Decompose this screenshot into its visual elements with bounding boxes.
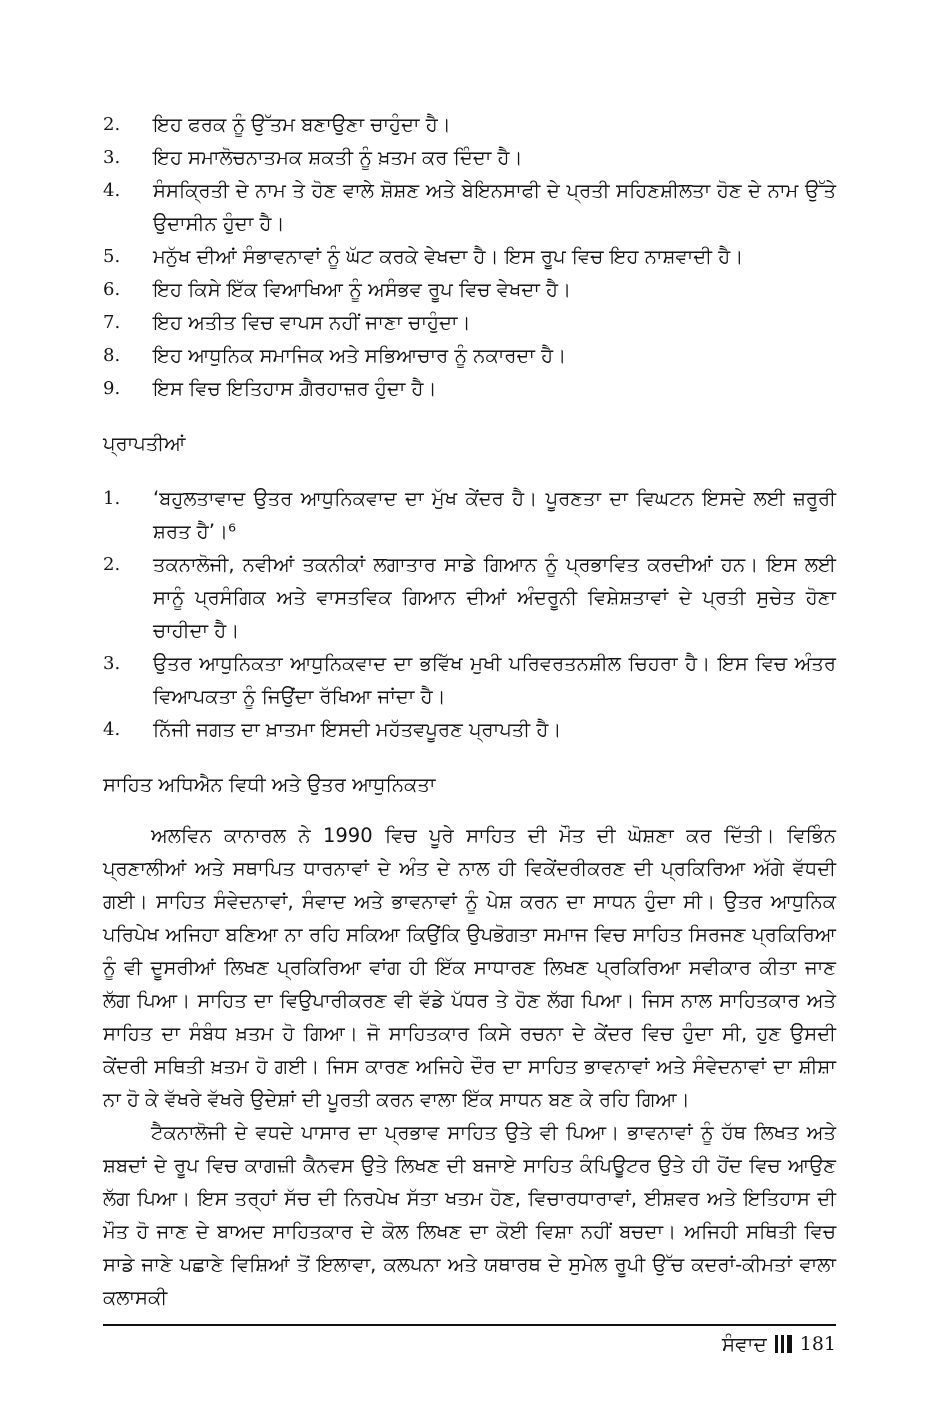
page-footer [722,1330,836,1358]
list-number: 3. [103,147,121,168]
list-text: ਉਤਰ ਆਧੁਨਿਕਤਾ ਆਧੁਨਿਕਵਾਦ ਦਾ ਭਵਿੱਖ ਮੁਖੀ ਪਰਿਵਰਤਨਸ਼ੀਲ ਚਿਹਰਾ ਹੈ। ਇਸ ਵਿਚ ਅੰਤਰ ਵਿਆਪਕਤਾ ਨੂੰ ਜਿਉਂਦਾ ਰੱਖਿਆ ਜਾਂਦਾ ਹੈ। [153,652,836,708]
list-item [103,548,836,647]
list-text: ‘ਬਹੁਲਤਾਵਾਦ ਉਤਰ ਆਧੁਨਿਕਵਾਦ ਦਾ ਮੁੱਖ ਕੇਂਦਰ ਹੈ। ਪੂਰਣਤਾ ਦਾ ਵਿਘਟਨ ਇਸਦੇ ਲਈ ਜ਼ਰੂਰੀ ਸ਼ਰਤ ਹੈ’।⁶ [153,487,836,543]
list-item [103,273,836,306]
list-number: 5. [103,246,121,267]
list-item [103,713,836,746]
list-number: 1. [103,488,121,509]
list-text: ਇਹ ਸਮਾਲੋਚਨਾਤਮਕ ਸ਼ਕਤੀ ਨੂੰ ਖ਼ਤਮ ਕਰ ਦਿੰਦਾ ਹੈ। [153,146,523,169]
list-item [103,108,836,141]
list-number: 8. [103,345,121,366]
list-item [103,647,836,713]
bars-icon [775,1335,792,1353]
body-paragraph: ਅਲਵਿਨ ਕਾਨਾਰਲ ਨੇ 1990 ਵਿਚ ਪੂਰੇ ਸਾਹਿਤ ਦੀ ਮੌਤ ਦੀ ਘੋਸ਼ਣਾ ਕਰ ਦਿੱਤੀ। ਵਿਭਿੰਨ ਪ੍ਰਣਾਲੀਆਂ ਅਤੇ ਸਥਾਪਿਤ ਧਾਰਨਾਵਾਂ ਦੇ ਅੰਤ ਦੇ ਨਾਲ ਹੀ ਵਿਕੇਂਦਰੀਕਰਣ ਦੀ ਪ੍ਰਕਿਰਿਆ ਅੱਗੇ ਵੱਧਦੀ ਗਈ। ਸਾਹਿਤ ਸੰਵੇਦਨਾਵਾਂ, ਸੰਵਾਦ ਅਤੇ ਭਾਵਨਾਵਾਂ ਨੂੰ ਪੇਸ਼ ਕਰਨ ਦਾ ਸਾਧਨ ਹੁੰਦਾ ਸੀ। ਉਤਰ ਆਧੁਨਿਕ ਪਰਿਪੇਖ ਅਜਿਹਾ ਬਣਿਆ ਨਾ ਰਹਿ ਸਕਿਆ ਕਿਉਂਕਿ ਉਪਭੋਗਤਾ ਸਮਾਜ ਵਿਚ ਸਾਹਿਤ ਸਿਰਜਣ ਪ੍ਰਕਿਰਿਆ ਨੂੰ ਵੀ ਦੂਸਰੀਆਂ ਲਿਖਣ ਪ੍ਰਕਿਰਿਆ ਵਾਂਗ ਹੀ ਇੱਕ ਸਾਧਾਰਣ ਲਿਖਣ ਪ੍ਰਕਿਰਿਆ ਸਵੀਕਾਰ ਕੀਤਾ ਜਾਣ ਲੱਗ ਪਿਆ। ਸਾਹਿਤ ਦਾ ਵਿਉਪਾਰੀਕਰਣ ਵੀ ਵੱਡੇ ਪੱਧਰ ਤੇ ਹੋਣ ਲੱਗ ਪਿਆ। ਜਿਸ ਨਾਲ ਸਾਹਿਤਕਾਰ ਅਤੇ ਸਾਹਿਤ ਦਾ ਸੰਬੰਧ ਖ਼ਤਮ ਹੋ ਗਿਆ। ਜੋ ਸਾਹਿਤਕਾਰ ਕਿਸੇ ਰਚਨਾ ਦੇ ਕੇਂਦਰ ਵਿਚ ਹੁੰਦਾ ਸੀ, ਹੁਣ ਉਸਦੀ ਕੇਂਦਰੀ ਸਥਿਤੀ ਖ਼ਤਮ ਹੋ ਗਈ। ਜਿਸ ਕਾਰਣ ਅਜਿਹੇ ਦੌਰ ਦਾ ਸਾਹਿਤ ਭਾਵਨਾਵਾਂ ਅਤੇ ਸੰਵੇਦਨਾਵਾਂ ਦਾ ਸ਼ੀਸ਼ਾ ਨਾ ਹੋ ਕੇ ਵੱਖਰੇ ਵੱਖਰੇ ਉਦੇਸ਼ਾਂ ਦੀ ਪੂਰਤੀ ਕਰਨ ਵਾਲਾ ਇੱਕ ਸਾਧਨ ਬਣ ਕੇ ਰਹਿ ਗਿਆ। [103,824,836,1111]
list-text: ਸੰਸਕ੍ਰਿਤੀ ਦੇ ਨਾਮ ਤੇ ਹੋਣ ਵਾਲੇ ਸ਼ੋਸ਼ਣ ਅਤੇ ਬੇਇਨਸਾਫੀ ਦੇ ਪ੍ਰਤੀ ਸਹਿਣਸ਼ੀਲਤਾ ਹੋਣ ਦੇ ਨਾਮ ਉੱਤੇ ਉਦਾਸੀਨ ਹੁੰਦਾ ਹੈ। [153,179,836,235]
list-number: 4. [103,180,121,201]
list-number: 6. [103,279,121,300]
list-number: 9. [103,378,121,399]
page-number: 181 [799,1333,836,1355]
list-achievements [103,482,836,746]
list-item [103,339,836,372]
footer-divider [103,1324,836,1326]
list-text: ਨਿੱਜੀ ਜਗਤ ਦਾ ਖ਼ਾਤਮਾ ਇਸਦੀ ਮਹੱਤਵਪੂਰਣ ਪ੍ਰਾਪਤੀ ਹੈ। [153,718,562,741]
list-text: ਮਨੁੱਖ ਦੀਆਂ ਸੰਭਾਵਨਾਵਾਂ ਨੂੰ ਘੱਟ ਕਰਕੇ ਵੇਖਦਾ ਹੈ। ਇਸ ਰੂਪ ਵਿਚ ਇਹ ਨਾਸ਼ਵਾਦੀ ਹੈ। [153,245,744,268]
list-text: ਇਹ ਅਤੀਤ ਵਿਚ ਵਾਪਸ ਨਹੀਂ ਜਾਣਾ ਚਾਹੁੰਦਾ। [153,311,471,334]
list-text: ਇਹ ਆਧੁਨਿਕ ਸਮਾਜਿਕ ਅਤੇ ਸਭਿਆਚਾਰ ਨੂੰ ਨਕਾਰਦਾ ਹੈ। [153,344,567,367]
list-item [103,306,836,339]
list-text: ਇਹ ਕਿਸੇ ਇੱਕ ਵਿਆਖਿਆ ਨੂੰ ਅਸੰਭਵ ਰੂਪ ਵਿਚ ਵੇਖਦਾ ਹੈ। [153,278,572,301]
list-number: 3. [103,653,121,674]
list-item [103,482,836,548]
list-item [103,372,836,405]
section-heading-achievements: ਪ੍ਰਾਪਤੀਆਂ [103,432,186,455]
list-characteristics [103,108,836,405]
list-number: 2. [103,554,121,575]
list-item [103,141,836,174]
list-item [103,174,836,240]
list-text: ਇਸ ਵਿਚ ਇਤਿਹਾਸ ਗ਼ੈਰਹਾਜ਼ਰ ਹੁੰਦਾ ਹੈ। [153,377,437,400]
list-number: 4. [103,719,121,740]
list-number: 7. [103,312,121,333]
section-heading-literature-study: ਸਾਹਿਤ ਅਧਿਐਨ ਵਿਧੀ ਅਤੇ ਉਤਰ ਆਧੁਨਿਕਤਾ [103,773,436,796]
page-body [103,108,836,1314]
body-paragraph: ਟੈਕਨਾਲੋਜੀ ਦੇ ਵਧਦੇ ਪਾਸਾਰ ਦਾ ਪ੍ਰਭਾਵ ਸਾਹਿਤ ਉਤੇ ਵੀ ਪਿਆ। ਭਾਵਨਾਵਾਂ ਨੂੰ ਹੱਥ ਲਿਖਤ ਅਤੇ ਸ਼ਬਦਾਂ ਦੇ ਰੂਪ ਵਿਚ ਕਾਗਜ਼ੀ ਕੈਨਵਸ ਉਤੇ ਲਿਖਣ ਦੀ ਬਜਾਏ ਸਾਹਿਤ ਕੰਪਿਊਟਰ ਉਤੇ ਹੀ ਹੋਂਦ ਵਿਚ ਆਉਣ ਲੱਗ ਪਿਆ। ਇਸ ਤਰ੍ਹਾਂ ਸੱਚ ਦੀ ਨਿਰਪੇਖ ਸੱਤਾ ਖਤਮ ਹੋਣ, ਵਿਚਾਰਧਾਰਾਵਾਂ, ਈਸ਼ਵਰ ਅਤੇ ਇਤਿਹਾਸ ਦੀ ਮੌਤ ਹੋ ਜਾਣ ਦੇ ਬਾਅਦ ਸਾਹਿਤਕਾਰ ਦੇ ਕੋਲ ਲਿਖਣ ਦਾ ਕੋਈ ਵਿਸ਼ਾ ਨਹੀਂ ਬਚਦਾ। ਅਜਿਹੀ ਸਥਿਤੀ ਵਿਚ ਸਾਡੇ ਜਾਣੇ ਪਛਾਣੇ ਵਿਸ਼ਿਆਂ ਤੋਂ ਇਲਾਵਾ, ਕਲਪਨਾ ਅਤੇ ਯਥਾਰਥ ਦੇ ਸੁਮੇਲ ਰੂਪੀ ਉੱਚ ਕਦਰਾਂ-ਕੀਮਤਾਂ ਵਾਲਾ ਕਲਾਸਕੀ [103,1121,836,1309]
journal-name: ਸੰਵਾਦ [721,1332,767,1356]
list-text: ਤਕਨਾਲੋਜੀ, ਨਵੀਆਂ ਤਕਨੀਕਾਂ ਲਗਾਤਾਰ ਸਾਡੇ ਗਿਆਨ ਨੂੰ ਪ੍ਰਭਾਵਿਤ ਕਰਦੀਆਂ ਹਨ। ਇਸ ਲਈ ਸਾਨੂੰ ਪ੍ਰਸੰਗਿਕ ਅਤੇ ਵਾਸਤਵਿਕ ਗਿਆਨ ਦੀਆਂ ਅੰਦਰੂਨੀ ਵਿਸ਼ੇਸ਼ਤਾਵਾਂ ਦੇ ਪ੍ਰਤੀ ਸੁਚੇਤ ਹੋਣਾ ਚਾਹੀਦਾ ਹੈ। [153,553,836,642]
list-item [103,240,836,273]
list-number: 2. [103,114,121,135]
list-text: ਇਹ ਫਰਕ ਨੂੰ ਉੱਤਮ ਬਣਾਉਣਾ ਚਾਹੁੰਦਾ ਹੈ। [153,113,451,136]
